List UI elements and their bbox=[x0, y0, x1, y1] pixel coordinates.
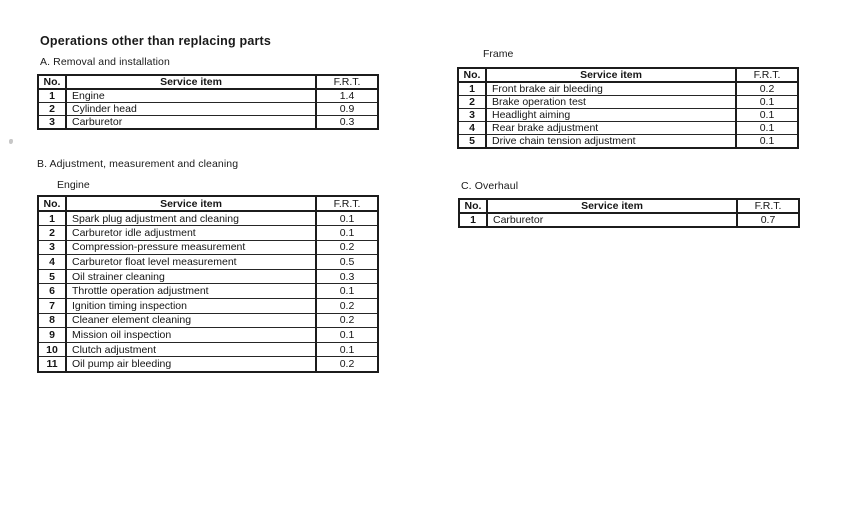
service-item-cell: Cylinder head bbox=[66, 103, 316, 116]
frt-value-cell: 0.3 bbox=[316, 269, 378, 284]
page-title: Operations other than replacing parts bbox=[40, 34, 272, 48]
service-item-cell: Carburetor float level measurement bbox=[66, 255, 316, 270]
table-row bbox=[458, 122, 798, 135]
frt-value-cell: 0.1 bbox=[316, 328, 378, 343]
section-b-heading: B. Adjustment, measurement and cleaning bbox=[37, 158, 239, 170]
table-row bbox=[38, 313, 378, 328]
frt-value-cell: 0.3 bbox=[316, 116, 378, 130]
row-number-cell: 3 bbox=[458, 109, 486, 122]
col-header-no: No. bbox=[38, 196, 66, 211]
frt-value-cell: 0.2 bbox=[316, 240, 378, 255]
row-number-cell: 10 bbox=[38, 342, 66, 357]
row-number-cell: 8 bbox=[38, 313, 66, 328]
service-item-cell: Compression-pressure measurement bbox=[66, 240, 316, 255]
row-number-cell: 7 bbox=[38, 299, 66, 314]
table-row bbox=[38, 211, 378, 226]
table-row bbox=[38, 240, 378, 255]
col-header-frt: F.R.T. bbox=[316, 196, 378, 211]
table-row bbox=[458, 96, 798, 109]
service-item-cell: Brake operation test bbox=[486, 96, 736, 109]
service-item-cell: Oil strainer cleaning bbox=[66, 269, 316, 284]
frt-value-cell: 0.2 bbox=[736, 82, 798, 96]
col-header-no: No. bbox=[458, 68, 486, 82]
table-row bbox=[38, 284, 378, 299]
frt-value-cell: 0.1 bbox=[736, 109, 798, 122]
table-row bbox=[38, 255, 378, 270]
table-row bbox=[38, 226, 378, 241]
table-row bbox=[38, 328, 378, 343]
service-item-cell: Carburetor idle adjustment bbox=[66, 226, 316, 241]
table-row bbox=[458, 109, 798, 122]
section-a-heading: A. Removal and installation bbox=[40, 56, 170, 68]
row-number-cell: 1 bbox=[38, 89, 66, 103]
frame-table-container bbox=[457, 67, 799, 149]
frt-value-cell: 1.4 bbox=[316, 89, 378, 103]
row-number-cell: 2 bbox=[38, 226, 66, 241]
service-item-cell: Ignition timing inspection bbox=[66, 299, 316, 314]
service-item-cell: Carburetor bbox=[487, 213, 737, 227]
removal-table bbox=[37, 74, 379, 130]
row-number-cell: 5 bbox=[458, 135, 486, 149]
engine-table-container bbox=[37, 195, 379, 373]
col-header-frt: F.R.T. bbox=[316, 75, 378, 89]
row-number-cell: 6 bbox=[38, 284, 66, 299]
frt-value-cell: 0.1 bbox=[316, 211, 378, 226]
table-row bbox=[38, 269, 378, 284]
table-row bbox=[38, 342, 378, 357]
frt-value-cell: 0.1 bbox=[316, 342, 378, 357]
table-row bbox=[38, 357, 378, 372]
row-number-cell: 2 bbox=[38, 103, 66, 116]
service-item-cell: Headlight aiming bbox=[486, 109, 736, 122]
row-number-cell: 11 bbox=[38, 357, 66, 372]
overhaul-table-container bbox=[458, 198, 800, 228]
frt-value-cell: 0.1 bbox=[736, 122, 798, 135]
service-item-cell: Cleaner element cleaning bbox=[66, 313, 316, 328]
service-item-cell: Front brake air bleeding bbox=[486, 82, 736, 96]
frt-value-cell: 0.5 bbox=[316, 255, 378, 270]
table-row bbox=[459, 213, 799, 227]
col-header-service-item: Service item bbox=[66, 75, 316, 89]
row-number-cell: 4 bbox=[458, 122, 486, 135]
row-number-cell: 4 bbox=[38, 255, 66, 270]
frt-value-cell: 0.2 bbox=[316, 357, 378, 372]
frt-value-cell: 0.7 bbox=[737, 213, 799, 227]
frt-value-cell: 0.1 bbox=[316, 284, 378, 299]
engine-table bbox=[37, 195, 379, 373]
frame-table bbox=[457, 67, 799, 149]
table-header-row bbox=[459, 199, 799, 213]
table-header-row bbox=[458, 68, 798, 82]
row-number-cell: 3 bbox=[38, 240, 66, 255]
row-number-cell: 1 bbox=[38, 211, 66, 226]
col-header-no: No. bbox=[459, 199, 487, 213]
section-c-heading: C. Overhaul bbox=[461, 180, 519, 192]
row-number-cell: 1 bbox=[459, 213, 487, 227]
frt-value-cell: 0.9 bbox=[316, 103, 378, 116]
service-item-cell: Clutch adjustment bbox=[66, 342, 316, 357]
row-number-cell: 5 bbox=[38, 269, 66, 284]
table-header-row bbox=[38, 75, 378, 89]
table-row bbox=[458, 135, 798, 149]
col-header-service-item: Service item bbox=[486, 68, 736, 82]
frt-value-cell: 0.1 bbox=[316, 226, 378, 241]
row-number-cell: 2 bbox=[458, 96, 486, 109]
frt-value-cell: 0.2 bbox=[316, 299, 378, 314]
col-header-frt: F.R.T. bbox=[736, 68, 798, 82]
row-number-cell: 1 bbox=[458, 82, 486, 96]
service-item-cell: Engine bbox=[66, 89, 316, 103]
service-item-cell: Mission oil inspection bbox=[66, 328, 316, 343]
engine-table-label: Engine bbox=[57, 179, 90, 191]
service-item-cell: Oil pump air bleeding bbox=[66, 357, 316, 372]
service-item-cell: Throttle operation adjustment bbox=[66, 284, 316, 299]
col-header-frt: F.R.T. bbox=[737, 199, 799, 213]
removal-table-container bbox=[37, 74, 379, 130]
service-item-cell: Rear brake adjustment bbox=[486, 122, 736, 135]
service-item-cell: Drive chain tension adjustment bbox=[486, 135, 736, 149]
table-header-row bbox=[38, 196, 378, 211]
table-row bbox=[38, 103, 378, 116]
row-number-cell: 9 bbox=[38, 328, 66, 343]
frt-value-cell: 0.1 bbox=[736, 135, 798, 149]
frame-table-label: Frame bbox=[483, 48, 514, 60]
table-row bbox=[458, 82, 798, 96]
table-row bbox=[38, 116, 378, 130]
table-row bbox=[38, 299, 378, 314]
col-header-service-item: Service item bbox=[66, 196, 316, 211]
row-number-cell: 3 bbox=[38, 116, 66, 130]
service-item-cell: Spark plug adjustment and cleaning bbox=[66, 211, 316, 226]
scan-speck bbox=[9, 139, 13, 144]
col-header-service-item: Service item bbox=[487, 199, 737, 213]
col-header-no: No. bbox=[38, 75, 66, 89]
frt-value-cell: 0.1 bbox=[736, 96, 798, 109]
service-item-cell: Carburetor bbox=[66, 116, 316, 130]
table-row bbox=[38, 89, 378, 103]
frt-value-cell: 0.2 bbox=[316, 313, 378, 328]
overhaul-table bbox=[458, 198, 800, 228]
